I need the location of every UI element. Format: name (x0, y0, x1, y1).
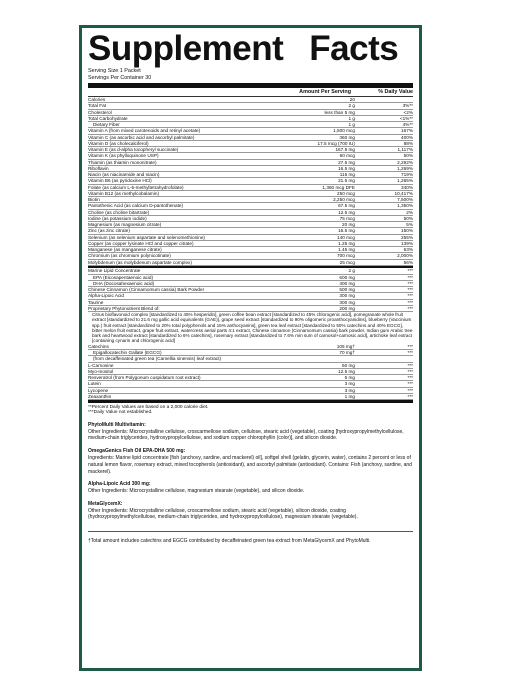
ingredient-section (88, 422, 413, 442)
ingredient-name: Cholesterol (88, 109, 112, 115)
ingredient-name: Zinc (as zinc citrate) (88, 228, 130, 234)
ingredient-name: Dietary Fiber (93, 122, 120, 127)
ingredient-dv: 56% (403, 259, 413, 265)
ingredient-dv: 63% (403, 247, 413, 252)
ingredient-dv: 5% (406, 222, 413, 227)
ingredient-dv: 1,117% (397, 147, 413, 152)
ingredient-dv: 2,000% (397, 253, 413, 259)
ingredient-amount: 1,500 mcg (333, 128, 355, 134)
ingredient-amount: 20 (349, 97, 355, 102)
title-word-2: Facts (309, 29, 399, 68)
ingredient-dv: 340% (401, 184, 413, 190)
ingredient-amount: 1.25 mg (338, 240, 355, 246)
ingredient-dv: *** (407, 293, 413, 299)
ingredient-name: Thiamin (as thiamin mononitrate) (88, 159, 157, 165)
ingredient-amount: 5 mg (344, 375, 355, 381)
ingredient-name: L-Carnosine (88, 362, 114, 368)
ingredient-amount: 167.5 mg (335, 147, 355, 152)
ingredient-name: Biotin (88, 197, 100, 202)
ingredient-name: Choline (as choline bitartrate) (88, 209, 150, 215)
additional-rows (88, 344, 413, 400)
column-header (88, 88, 413, 97)
serving-info (88, 68, 413, 81)
ingredient-amount: 16.5 mg (338, 165, 355, 171)
ingredient-amount: 700 mcg (337, 253, 355, 259)
ingredient-dv: *** (407, 375, 413, 381)
ingredient-name: Total Fat (88, 103, 106, 109)
ingredient-amount: 1 g (348, 115, 355, 121)
ingredient-name: EPA (Eicosapentaenoic acid) (93, 274, 154, 280)
ingredient-amount: 25 mcg (339, 259, 355, 265)
section-heading: Alpha-Lipoic Acid 300 mg: (88, 481, 151, 488)
bottom-divider (88, 400, 413, 403)
footnote-percent-dv: **Percent Daily Values are based on a 2,000 calorie diet. (88, 404, 209, 410)
ingredient-amount: 67.5 mg (338, 203, 355, 209)
footnotes (88, 405, 413, 416)
ingredient-amount: 1.45 mg (338, 247, 355, 252)
ingredient-name: Vitamin C (as ascorbic acid and ascorbyl palmitate) (88, 134, 195, 140)
ingredient-name: Niacin (as niacinamide and niacin) (88, 172, 160, 177)
section-text: Other Ingredients: Microcrystalline cellulose, croscarmellose sodium, cellulose, stearic acid (vegetable), coating [hydroxypropylmethylcellulose, medium-chain triglycerides, hydroxypropylcellulose, and sodium copper chlorophyllin (color)], and silicon dioxide. (88, 428, 404, 442)
dv-header: % Daily Value (378, 89, 413, 95)
ingredient-name: Molybdenum (as molybdenum aspartate complex) (88, 259, 192, 265)
ingredient-dv: 255% (401, 234, 413, 240)
ingredient-dv: <1%** (399, 115, 413, 121)
ingredient-amount (275, 356, 373, 361)
catechin-footnote: †Total amount includes catechins and EGCG contributed by decaffeinated green tea extract from MetaGlycemX and PhytoMulti. (88, 531, 413, 545)
ingredient-dv: 50% (403, 153, 413, 159)
ingredient-name: Zeaxanthin (88, 393, 112, 399)
ingredient-dv: *** (407, 299, 413, 305)
section-text: Other Ingredients: Microcrystalline cellulose, croscarmellose sodium, stearic acid (vegetable), silicon dioxide, coating (hydroxypropylmethylcellulose, medium-chain triglycerides, and hydroxypropylcellulose), magnesium stearate (vegetable). (88, 507, 358, 521)
ingredient-section (88, 481, 413, 495)
section-heading: PhytoMulti Multivitamin: (88, 421, 146, 428)
ingredient-name: Total Carbohydrate (88, 115, 128, 121)
ingredient-amount: 21.5 mg (338, 178, 355, 184)
ingredient-amount: 300 mg (339, 299, 355, 305)
ingredient-name: Folate (as calcium L-5-methyltetrahydrofolate) (88, 184, 184, 190)
ingredient-dv (373, 356, 413, 361)
ingredient-name: Chromium (as chromium polynicotinate) (88, 253, 171, 259)
servings-per-container: Servings Per Container 30 (88, 74, 152, 81)
ingredient-amount: 16.5 mg (338, 228, 355, 234)
ingredient-dv: 7,500% (397, 197, 413, 202)
ingredient-name: (from decaffeinated green tea (Camellia sinensis) leaf extract) (93, 356, 222, 362)
ingredient-amount: 400 mg (339, 280, 355, 286)
ingredient-dv: *** (407, 381, 413, 387)
ingredient-name: Iodine (as potassium iodide) (88, 215, 147, 221)
ingredient-dv: 400% (401, 134, 413, 140)
ingredient-dv: 167% (401, 128, 413, 134)
ingredient-name: Vitamin D (as cholecalciferol) (88, 140, 149, 146)
ingredient-amount: 250 mcg (337, 190, 355, 196)
ingredient-name: Myo-Inositol (88, 368, 114, 374)
ingredient-name: Proprietary Phytonutrient Blend of: (88, 305, 160, 311)
ingredient-dv: 139% (401, 240, 413, 246)
ingredient-amount: 140 mcg (337, 234, 355, 240)
ingredient-amount: 500 mg (339, 287, 355, 292)
ingredient-amount: 1 mg (344, 393, 355, 399)
ingredient-amount: 27.5 mg (338, 159, 355, 165)
ingredient-amount: 2 g (348, 268, 355, 274)
ingredient-name: Copper (as copper lysinate HCl and copper citrate) (88, 240, 194, 246)
ingredient-dv (373, 97, 413, 102)
ingredient-amount: 2 g (348, 103, 355, 109)
ingredient-name: Vitamin A (from mixed carotenoids and retinyl acetate) (88, 128, 201, 134)
ingredient-dv: 2% (406, 209, 413, 215)
ingredient-amount: 3 mg (344, 387, 355, 393)
ingredient-name: Manganese (as manganese citrate) (88, 247, 162, 252)
ingredient-name: Vitamin B6 (as pyridoxine HCl) (88, 178, 152, 184)
ingredient-amount: 3 mg (344, 381, 355, 387)
ingredient-name: Vitamin B12 (as methylcobalamin) (88, 190, 160, 196)
ingredient-amount: 1,360 mcg DFE (322, 184, 355, 190)
ingredient-amount: 115 mg (339, 172, 355, 177)
ingredient-dv: 1,350% (397, 203, 413, 209)
panel-title (88, 29, 413, 68)
supplement-facts-panel (79, 25, 422, 671)
ingredient-dv: *** (407, 387, 413, 393)
ingredient-amount: 50 mg (341, 362, 355, 368)
ingredient-name: Lutein (88, 381, 101, 387)
ingredient-dv: 3%** (402, 103, 413, 109)
ingredient-name: Catechins (88, 343, 109, 349)
ingredient-amount: 12.5 mg (338, 368, 355, 374)
ingredient-amount: 12.5 mg (338, 209, 355, 215)
ingredient-dv: *** (407, 350, 413, 356)
ingredient-dv: *** (407, 268, 413, 274)
ingredient-dv: 88% (403, 140, 413, 146)
ingredient-dv: *** (407, 274, 413, 280)
title-word-1: Supplement (88, 29, 284, 68)
ingredient-name: Lycopene (88, 387, 109, 393)
ingredient-name: Alpha-Lipoic Acid (88, 293, 124, 299)
ingredient-amount: 75 mcg (339, 215, 355, 221)
ingredient-dv: *** (407, 362, 413, 368)
ingredient-amount: less than 5 mg (324, 109, 355, 115)
ingredient-amount: 60 mcg (339, 153, 355, 159)
ingredient-dv: *** (407, 343, 413, 349)
ingredient-section (88, 448, 413, 475)
blend-description: Citrus bioflavonoid complex [standardized to 45% hesperidin], green coffee bean extract [standardized to 45% chlorogenic acid], pomegranate whole fruit extract [standardized to 21.6 mg gallic acid equivalents (GAE)], grape seed extract [standardized to 90% oligomeric proanthocyanidins], blueberry (Vaccinium spp.) fruit extract [standardized to 20% total polyphenols and 15% anthocyanins], green tea leaf extract [standardized to 50% catechins and 40% EGCG], bitter melon fruit extract, grape fruit extract, watercress aerial parts 4:1 extract, Chinese cinnamon (Cinnamomum cassia) bark powder, Indian gum Arabic tree bark and heartwood extract [standardized to 6% catechins], rosemary extract [standardized to 7.6% min sum of carnosol+carnosic acid], artichoke leaf extract [containing cynarin and chlorogenic acid] (92, 312, 413, 344)
ingredient-name: Marine Lipid Concentrate (88, 268, 141, 274)
ingredient-name: Vitamin E (as d-alpha tocopheryl succinate) (88, 147, 179, 152)
ingredient-amount: 70 mg† (339, 350, 355, 356)
section-heading: OmegaGenics Fish Oil EPA-DHA 500 mg: (88, 448, 186, 455)
ingredient-name: Taurine (88, 299, 104, 305)
footnote-not-established: ***Daily Value not established. (88, 410, 153, 416)
section-text: Other Ingredients: Microcrystalline cellulose, magnesium stearate (vegetable), and silicon dioxide. (88, 488, 305, 495)
ingredient-dv: 4%** (402, 122, 413, 127)
nutrient-rows (88, 97, 413, 266)
ingredient-name: Epigallocatechin Gallate (EGCG) (93, 350, 162, 356)
ingredient-amount: 360 mg (339, 134, 355, 140)
ingredient-sections (88, 422, 413, 522)
ingredient-dv: 10,417% (394, 190, 413, 196)
ingredient-dv: 1,265% (397, 178, 413, 184)
serving-size: Serving Size 1 Packet (88, 68, 141, 74)
ingredient-name: Chinese Cinnamon (Cinnamomum cassia) Bark Powder (88, 287, 205, 292)
ingredient-name: Resveratrol (from Polygonum cuspidatum root extract) (88, 375, 201, 381)
ingredient-amount: 1 g (348, 122, 355, 127)
ingredient-name: Calories (88, 97, 106, 102)
ingredient-amount: 2,250 mcg (333, 197, 355, 202)
ingredient-name: Pantothenic Acid (as calcium D-pantothenate) (88, 203, 184, 209)
ingredient-dv: 719% (401, 172, 413, 177)
ingredient-dv: 2,292% (397, 159, 413, 165)
amount-header: Amount Per Serving (299, 89, 351, 95)
ingredient-name: Vitamin K (as phylloquinone USP) (88, 153, 159, 159)
ingredient-amount: 17.5 mcg (700 IU) (317, 140, 355, 146)
ingredient-dv: *** (407, 305, 413, 311)
ingredient-amount: 20 mg (341, 222, 355, 227)
ingredient-amount: 105 mg† (336, 343, 355, 349)
ingredient-dv: 50% (403, 215, 413, 221)
ingredient-dv: 1,269% (397, 165, 413, 171)
ingredient-dv: *** (407, 368, 413, 374)
ingredient-amount: 200 mg (339, 305, 355, 311)
specialty-rows (88, 268, 413, 312)
ingredient-dv: *** (407, 287, 413, 292)
ingredient-name: Riboflavin (88, 165, 109, 171)
ingredient-name: Selenium (as selenium aspartate and selenomethionine) (88, 234, 205, 240)
section-heading: MetaGlycemX: (88, 500, 123, 507)
ingredient-dv: *** (407, 280, 413, 286)
ingredient-dv: 150% (401, 228, 413, 234)
ingredient-name: Magnesium (as magnesium citrate) (88, 222, 162, 227)
ingredient-dv: *** (407, 393, 413, 399)
ingredient-section (88, 501, 413, 521)
ingredient-name: DHA (Docosahexaenoic acid) (93, 280, 155, 286)
ingredient-amount: 300 mg (339, 293, 355, 299)
section-text: Ingredients: Marine lipid concentrate [fish (anchovy, sardine, and mackerel) oil], softgel shell (gelatin, glycerin, water), contains 2 percent or less of natural lemon flavor, rosemary extract, mixed tocopherols (antioxidant), and ascorbyl palmitate (antioxidant). Contains: Fish (anchovy, sardine, and mackerel). (88, 454, 412, 475)
ingredient-dv: <2% (403, 109, 413, 115)
ingredient-amount: 600 mg (339, 274, 355, 280)
